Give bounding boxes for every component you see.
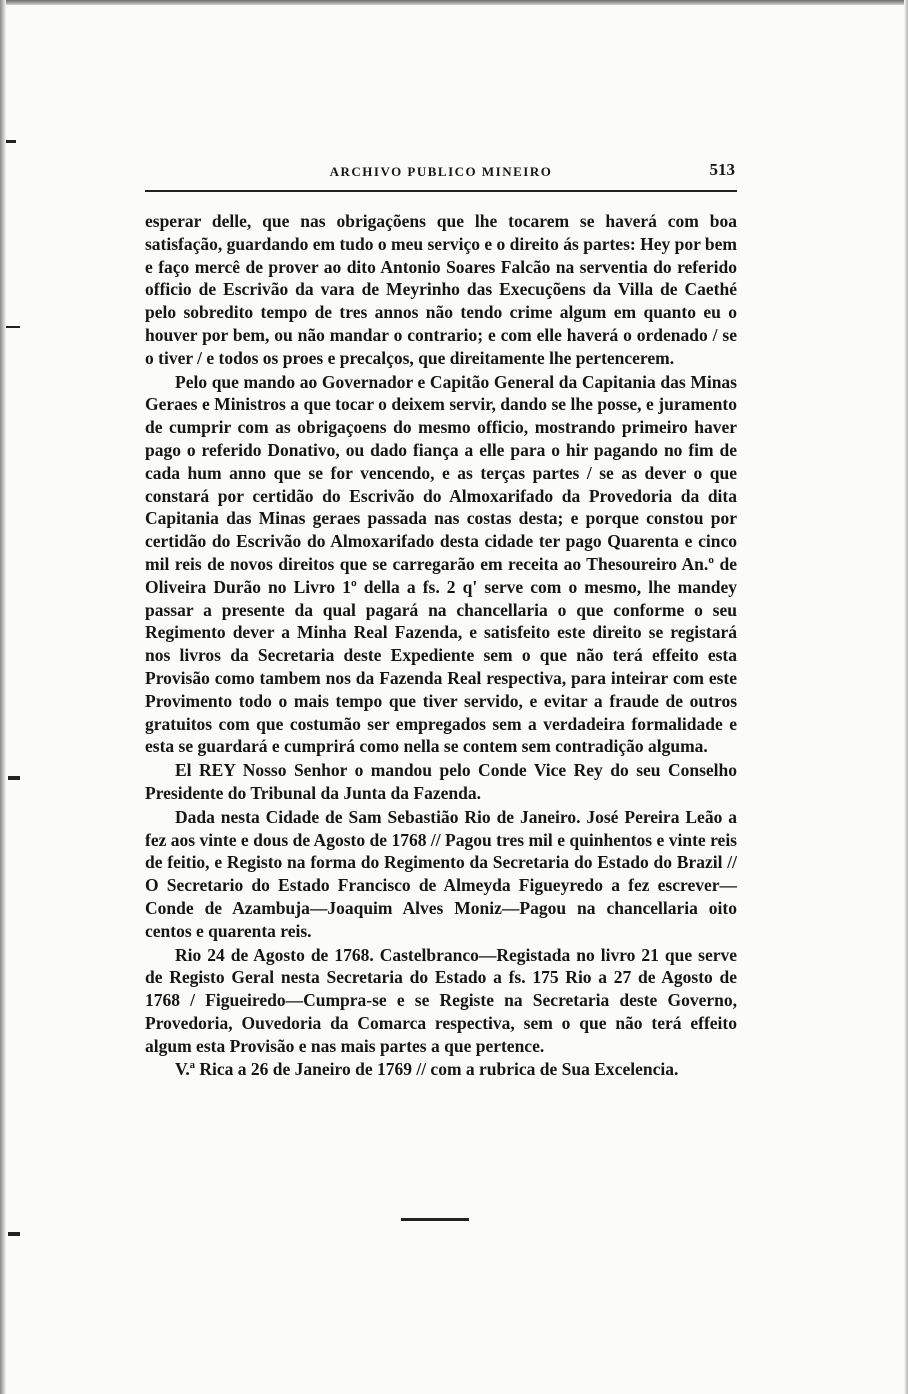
paragraph: El REY Nosso Senhor o mandou pelo Conde Vice Rey do seu Conselho Presidente do Tribunal da Junta da Fazenda. [145,760,737,803]
body-text [145,210,737,1082]
paragraph: Pelo que mando ao Governador e Capitão General da Capitania das Minas Geraes e Ministros a que tocar o deixem servir, dando se lhe posse, e juramento de cumprir com as obrigaçoens do mesmo officio, mostrando primeiro haver pago o referido Donativo, ou dado fiança a elle para o hir pagando no fim de cada hum anno que se for vencendo, e as terças partes / se as dever o que constará por certidão do Escrivão do Almoxarifado da Provedoria da dita Capitania das Minas geraes passada nas costas desta; e porque constou por certidão do Escrivão do Almoxarifado desta cidade ter pago Quarenta e cinco mil reis de novos direitos que se carregarão em receita ao Thesoureiro An.º de Oliveira Durão no Livro 1º della a fs. 2 q' serve com o mesmo, lhe mandey passar a presente da qual pagará na chancellaria o que conforme o seu Regimento dever a Minha Real Fazenda, e satisfeito este direito se registará nos livros da Secretaria deste Expediente sem o que não terá effeito esta Provisão como tambem nos da Fazenda Real respectiva, para inteirar com este Provimento todo o mais tempo que tiver servido, e evitar a fraude de outros gratuitos com que costumão ser empregados sem a verdadeira formalidade e esta se guardará e cumprirá como nella se contem sem contradição alguma. [145,371,737,757]
page-number: 513 [709,160,735,179]
running-title: ARCHIVO PUBLICO MINEIRO [329,164,553,179]
margin-mark [8,776,20,780]
paragraph: Rio 24 de Agosto de 1768. Castelbranco—Registada no livro 21 que serve de Registo Geral nesta Secretaria do Estado a fs. 175 Rio a 27 de Agosto de 1768 / Figueiredo—Cumpra-se e se Registe na Secretaria deste Governo, Provedoria, Ouvedoria da Comarca respectiva, sem o que não terá effeito algum esta Provisão e nas mais partes a que pertence. [145,944,737,1056]
margin-mark [6,140,16,143]
margin-mark [6,326,20,328]
header-rule [145,190,737,192]
margin-mark [8,1232,20,1236]
scan-edge-top [0,0,908,5]
paragraph: esperar delle, que nas obrigaçõens que lhe tocarem se haverá com boa satisfação, guardando em tudo o meu serviço e o direito ás partes: Hey por bem e faço mercê de prover ao dito Antonio Soares Falcão na serventia do referido officio de Escrivão da vara de Meyrinho das Execuçõens da Villa de Caethé pelo sobredito tempo de tres annos não tendo crime algum em quanto eu o houver por bem, ou não mandar o contrario; e com elle haverá o ordenado / se o tiver / e todos os proes e precalços, que direitamente lhe pertencerem. [145,211,737,368]
end-rule [401,1218,469,1221]
page-header [145,160,737,186]
scan-edge-right [904,0,908,1394]
paragraph: V.ª Rica a 26 de Janeiro de 1769 // com a rubrica de Sua Excelencia. [175,1059,679,1080]
scan-edge-left [0,0,6,1394]
paragraph: Dada nesta Cidade de Sam Sebastião Rio de Janeiro. José Pereira Leão a fez aos vinte e dous de Agosto de 1768 // Pagou tres mil e quinhentos e vinte reis de feitio, e Registo na forma do Regimento da Secretaria do Estado do Brazil // O Secretario do Estado Francisco de Almeyda Figueyredo a fez escrever—Conde de Azambuja—Joaquim Alves Moniz—Pagou na chancellaria oito centos e quarenta reis. [145,806,737,941]
